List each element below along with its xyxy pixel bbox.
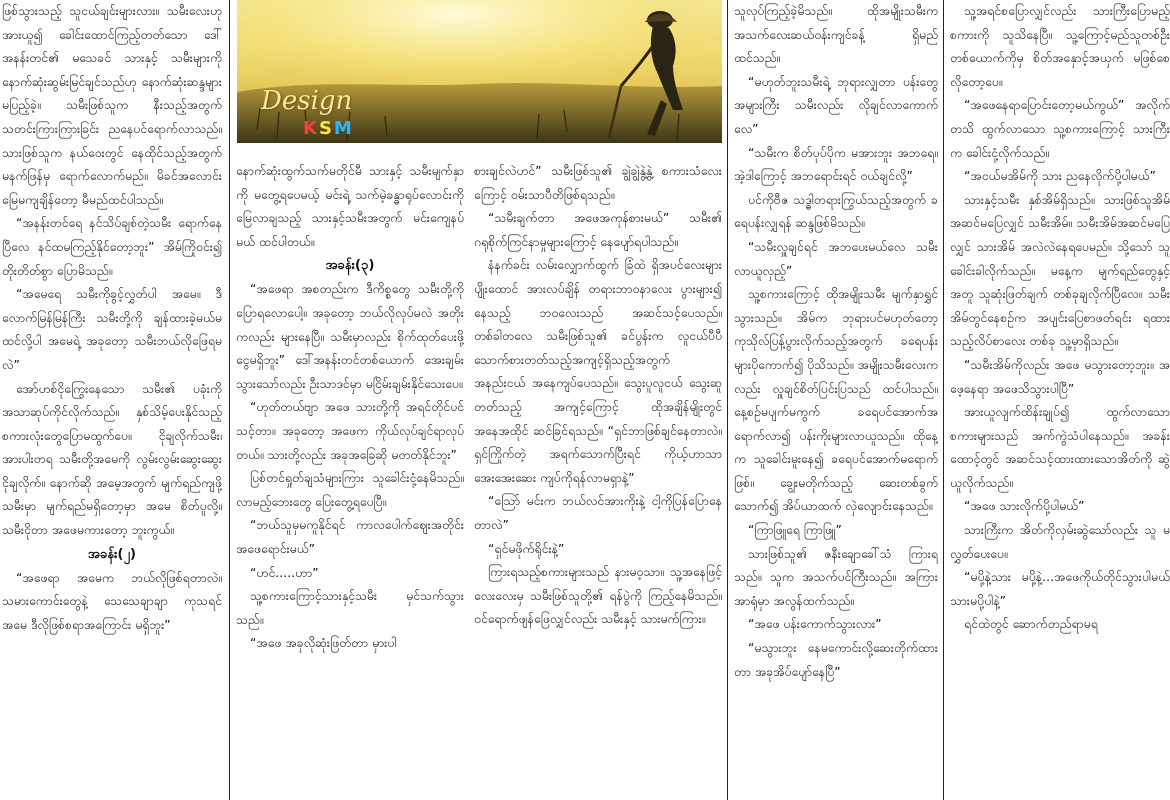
text-column-3 (474, 0, 722, 800)
paragraph: “မဟုတ်ဘူးသမီးရဲ့ ဘုရားလျှတာ ပန်းတွေအများကြီး သမီးလည်း လိုချင်လာကောက်လေ” (734, 74, 938, 136)
paragraph: အားယူလျက်ထိန်းချုပ်၍ ထွက်လာသောစကားများသည် အက်ကွဲသံပါနေသည်။ အခန်းထောင့်တွင် အဆင်သင့်ထားထားသောအိတ်ကို ဆွဲယူလိုက်သည်။ (950, 405, 1170, 490)
paragraph: ပြစ်တင်ရှုတ်ချသံများကြား သူခေါင်းငုံ့နေမိသည်။ လာမည့်ဘေးတွေ ပြေးတွေ့ရပေပြီ။ (236, 471, 464, 509)
logo-design-text: Design (261, 86, 353, 116)
paragraph: “ဩော် မင်းက ဘယ်လင်အားကိုးနဲ့ ငါ့ကိုပြန်ပြောနေတာလဲ” (474, 494, 722, 532)
paragraph: သားကြီးက အိတ်ကိုလှမ်းဆွဲသော်လည်း သူ မလွှတ်ပေးပေ။ (950, 523, 1170, 561)
paragraph: “ဘယ်သူမှမကူနိုင်ရင် ကာလပေါက်ဈေးအတိုင်း အဖေရောင်းမယ်” (236, 518, 464, 556)
paragraph: သူ့စကားကြောင့် ထိုအမျိုးသမီး မျက်နှာရွှင်သွားသည်။ အိမ်က ဘုရားပင်မဟုတ်တော့ ကုသိုလ်ပြန့်ပွားလိုက်သည့်အတွက် ခရေပန်းများပိုကောက်၍ ပိုသိသည်။ အမျိုးသမီးလေးကလည်း လှူချင်စိတ်ပြင်းပြသည် ထင်ပါသည်။ နေ့စဉ်မပျက်မကွက် ခရေပင်အောက်အရောက်လာ၍ ပန်းကိုးများလာယူသည်။ ထိုနေ့က သူခေါင်းမူးနေ၍ ခရေပင်အောက်မရောက်ဖြစ်။ ချွေးမတိုက်သည့် ဆေးတစ်ခွက်သောက်၍ အိပ်ယာထက် လှဲလျောင်းနေသည်။ (734, 287, 938, 514)
paragraph: ပင်ကိုဗီဇ သဒ္ဓါတရားကြွယ်သည့်အတွက် ခရေပန်းလျှရန် ဆန္ဒဖြစ်မိသည်။ (734, 192, 938, 231)
paragraph: စားချင်လဲဟင်” သမီးဖြစ်သူ၏ ချွဲချွဲနွဲ့နွဲ့ စကားသံလေးကြောင့် ဝမ်းသာပီတိဖြစ်ရသည်။ (474, 164, 722, 202)
paragraph: သူ့အရင်စပြောလျှင်လည်း သားကြီးပြောမည့်စကားကို သူသိနေပြီ။ သူ့ကြောင့်မည်သူတစ်ဦးတစ်ယောက်ကိုမှ စိတ်အနှောင့်အယှက် မဖြစ်စေလိုတော့ပေ။ (950, 4, 1170, 89)
paragraph: နောက်ဆုံးထွက်သက်မတိုင်မီ သားနှင့် သမီးမျက်နှာကို မတွေ့ရပေမယ့် မင်းရဲ့ သက်မဲ့ခန္ဓာရုပ်လောင်းကို မြေလာချသည့် သားနှင့်သမီးအတွက် မင်းကျေနပ်မယ် ထင်ပါတယ်။ (236, 164, 464, 249)
paragraph: “ဟင်.....ဟာ” (250, 565, 319, 580)
paragraph: “အဖေ ပန်းကောက်သွားလား” (748, 617, 882, 632)
paragraph: “ရှင်မဖိုက်ရိုင်းနဲ့” (488, 541, 565, 556)
paragraph: “ဟုတ်တယ်ဗျာ အဖေ သားတို့ကို အရင်တိုင်ပင်သင့်တာ။ အခုတော့ အဖေက ကိုယ်လုပ်ချင်ရာလုပ်တယ်။ သားတို့လည်း အခုအခြေဆို မတတ်နိုင်ဘူး” (236, 400, 464, 462)
paragraph: “မသွားဘူး နေမကောင်းလို့ဆေးတိုက်ထားတာ အခုအိပ်ပျော်နေပြီ” (734, 641, 938, 679)
paragraph: သားဖြစ်သူ၏ ဇနီးချောခေါ်သံ ကြားရသည်။ သူက အသက်ပင်ကြီးသည်။ အကြားအာရုံမှာ အလွန်ထက်သည်။ (734, 546, 938, 608)
paragraph: အော်ဟစ်ငိုကြွေးနေသော သမီး၏ ပခုံးကို အသာဆုပ်ကိုင်လိုက်သည်။ နှစ်သိမ့်ပေးနိုင်သည့် စကားလုံးတွေပြောမထွက်ပေ။ ငိုချလိုက်သမီး၊ အားပါးတရ သမီးတို့အမေကို လွမ်းလွမ်းဆွေးဆွေး ငိုချလိုက်။ နောက်ဆို အမေ့အတွက် မျက်ရည်ကျဖို့ သမီးမှာ မျက်ရည်မရှိတော့မှာ အမေ စိတ်ပူလို့။ သမီးငိုတာ အဖေမကားတော့ ဘူးကွယ်။ (2, 381, 222, 538)
text-column-5 (950, 0, 1170, 800)
paragraph: သားနှင့်သမီး နှစ်အိမ်ရှိသည်။ သားဖြစ်သူအိမ် အဆင်မပြေလျှင် သမီးအိမ်။ သမီးအိမ်အဆင်မပြေလျှင် သားအိမ် အလဲလဲနေရပေမည်။ သို့သော် သူခေါင်းခါလိုက်သည်။ မနေ့က မျက်ရည်တွေနှင့် အတူ သူဆုံးဖြတ်ချက် တစ်ခုချလိုက်ပြီလေ။ သမီးအိမ်တွင်နေစဉ်က အပျင်းပြေစာဖတ်ရင်း ရထားသည့်လိပ်စာလေး တစ်ခု သူ့မှာရှိသည်။ (950, 192, 1170, 349)
logo-letter: M (333, 118, 354, 139)
paragraph: နံနက်ခင်း လမ်းလျှောက်ထွက် ခြံထဲ ရှိအပင်လေးများပျိုးထောင် အားလပ်ချိန် တရားဘာဝနာလေး ပွားများ၍ နေသည့် ဘဝလေးသည် အဆင်သင့်ပေသည်။ တစ်ခါတလေ သမီးဖြစ်သူ၏ ခင်ပွန်းက လူငယ်ပီပီ သောက်စားတတ်သည့်အကျင့်ရှိသည့်အတွက် အနည်းငယ် အနေကျပ်ပေသည်။ သွေးပူလူငယ် သွေးဆူတတ်သည့် အကျင့်ကြောင့် ထိုအချိန်မျိုးတွင် အနေအထိုင် ဆင်ခြင်ရသည်။ “ရှင်ဘာဖြစ်ချင်နေတာလဲ။ ရှင်ကြိုက်တဲ့ အရက်သောက်ပြီးရင် ကိုယ့်ဟာသာအေးအေးဆေး ကျပ်ကိုရန်လာမရှာနဲ့” (474, 258, 722, 485)
paragraph: ဖြစ်သွားသည့် သူငယ်ချင်းများလား။ သမီးလေးဟု အားယူ၍ ခေါင်းထောင်ကြည့်တတ်သော ဒေါ်အနန်းတင်၏ မသေခင် သားနှင့် သမီးများကို နောက်ဆုံးဆွမ်းမြင်ချင်သည်ဟု နောက်ဆုံးဆန္ဒများ မပြည့်ခဲ့။ သမီးဖြစ်သူက နီးသည့်အတွက် သတင်းကြားကြားခြင်း ညနေပင်ရောက်လာသည်။ သားဖြစ်သူက နယ်ဝေးတွင် နေထိုင်သည့်အတွက် မနက်ဖြန်မှ ရောက်လောက်မည်။ မိခင်အလောင်း မြေမကျချိန်တော့ မီမည်ထင်ပါသည်။ (2, 4, 222, 207)
paragraph: သူလုပ်ကြည့်ခဲ့မိသည်။ ထိုအမျိုးသမီးက အသက်လေးဆယ်ဝန်းကျင်ခန့် ရှိမည်ထင်သည်။ (734, 4, 938, 66)
paragraph: “မပို့နဲ့သား မပို့နဲ့...အဖေကိုယ်တိုင်သွားပါမယ် သားမပို့ပါနဲ့” (950, 570, 1170, 608)
chapter-heading: အခန်း(၃) (325, 258, 375, 274)
column-divider (229, 0, 230, 800)
paragraph: “သမီးက စိတ်ပုပ်ပိုက မအားဘူး အဘရေ။ အဲ့ဒါကြောင့် အဘရောင်းရင် ဝယ်ချင်လို့” (734, 145, 938, 184)
paragraph: “သမီးအိမ်ကိုလည်း အဖေ မသွားတော့ဘူး။ အဖေ့နေရာ အဖေသိသွားပါပြီ” (950, 357, 1170, 396)
chapter-heading: အခန်း(၂) (87, 546, 137, 562)
paragraph: “ကြာဖြူရေ ကြာဖြူ” (748, 523, 842, 538)
paragraph: ရင်ထဲတွင် ဆောက်တည်ရာမရ (964, 617, 1098, 632)
logo-letter: S (318, 118, 334, 139)
logo-letter: K (303, 118, 319, 139)
paragraph: “အငယ်မအိမ်ကို သား ညနေလိုက်ပို့ပါမယ်” (964, 169, 1156, 184)
paragraph: “အဖေရာ အစတည်းက ဒီကိစ္စတွေ သမီးတို့ကို ပြောရလောပေါ့။ အခုတော့ ဘယ်လိုလုပ်မလဲ အတိုးကလည်း များနေပြီ။ သမီးမှာလည်း စိုက်ထုတ်ပေးဖို့ ငွေမရှိဘူး” ဒေါ်အနန်းတင်တစ်ယောက် အေးချမ်းသွားသော်လည်း ဦးသာဒင်မှာ မငြိမ်းချမ်းနိုင်သေးပေ။ (236, 282, 464, 391)
paragraph: “အဖေရာ အမေက ဘယ်လိုဖြစ်ရတာလဲ။ သမားကောင်းတွေနဲ့ သေသေချာချာ ကုသရင် အမေ ဒီလိုဖြစ်စရာအကြောင်း မရှိဘူး” (2, 570, 222, 632)
paragraph: “သမီးချက်တာ အဖေအကုန်စားမယ်” သမီး၏ ဂရုစိုက်ကြင်နာမှုများကြောင့် နေပျော်ရပါသည်။ (474, 211, 722, 249)
text-column-4 (734, 0, 938, 800)
paragraph: “အနန်းတင်ရေ နင်သိပ်ချစ်တဲ့သမီး ရောက်နေပြီလေ နင်ထမကြည့်နိုင်တော့ဘူး” အိမ်ကြိုဝင်း၍ တိုးတိတ်စွာ ပြောမိသည်။ (2, 216, 222, 278)
paragraph: ကြားရသည့်စကားများသည် နားမဝ့သာ။ သူ့အနေဖြင့်လေးလေးမှ သမီးဖြစ်သူတို့၏ ရန်ပွဲကို ကြည့်နေမိသည်။ ဝင်ရောက်ဖျန်ဖြေလျှင်လည်း သမီးနှင့် သားမက်ကြား။ (474, 565, 722, 627)
column-divider (943, 0, 944, 800)
paragraph: “အဖေနေရာပြောင်းတော့မယ်ကွယ်” အလိုက်တသိ ထွက်လာသော သူ့စကားကြောင့် သားကြီးက ခေါင်းငုံ့လိုက်သည်။ (950, 98, 1170, 160)
column-divider (727, 0, 728, 800)
paragraph: “သမီးလှူချင်ရင် အဘပေးမယ်လေ သမီးလာယူလှည့်” (734, 239, 938, 278)
text-column-1 (0, 0, 222, 800)
paragraph: “အမေရေ သမီးကိုခွင့်လွှတ်ပါ အမေ။ ဒီလောက်မြန်မြန်ကြီး သမီးတို့ကို ချန်ထားခဲ့မယ်မထင်လို့ပါ အမေရဲ့ အခုတော့ သမီးဘယ်လိုဖြေရမလဲ” (2, 287, 222, 372)
paragraph: သူ့စကားကြောင့်သားနှင့်သမီး မှင်သက်သွားသည်။ (236, 589, 464, 627)
paragraph: “အဖေ အခုလိုဆုံးဖြတ်တာ မှားပါ (250, 636, 397, 651)
text-column-2 (236, 0, 464, 800)
paragraph: “အဖေ သားလိုက်ပို့ပါမယ်” (964, 499, 1085, 514)
